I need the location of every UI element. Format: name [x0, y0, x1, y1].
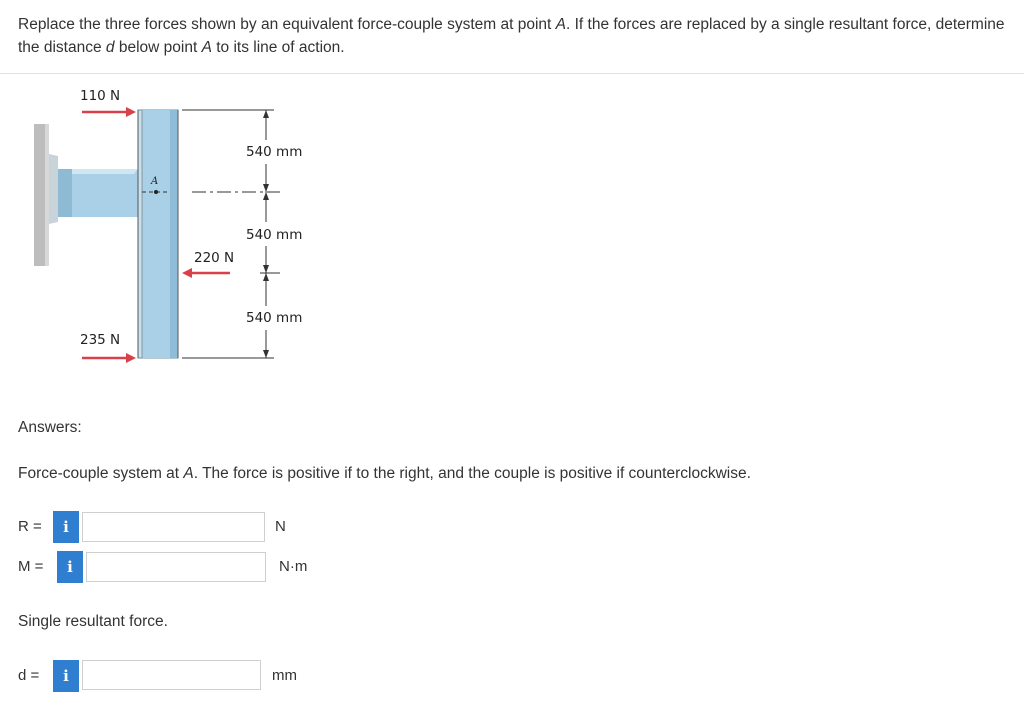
dim-arrow [263, 110, 269, 118]
dim-arrow [263, 273, 269, 281]
m-label: M = [18, 558, 44, 575]
point-a-ref: A [201, 39, 212, 56]
vertical-member-face [142, 110, 170, 358]
dimension-label-2: 540 mm [246, 227, 303, 243]
point-a-label: A [151, 176, 159, 187]
instruction-text: . The force is positive if to the right, and the couple is positive if counterclockwise. [193, 465, 751, 482]
m-unit: N·m [279, 558, 308, 575]
force-couple-instructions [18, 465, 751, 483]
dim-arrow [263, 184, 269, 192]
var-d-ref: d [105, 39, 115, 56]
d-label-text: d = [18, 667, 40, 684]
d-unit: mm [272, 667, 297, 684]
info-icon: i [63, 667, 69, 685]
single-resultant-heading: Single resultant force. [18, 613, 168, 630]
dim-arrow [263, 265, 269, 273]
problem-text: . If the forces are replaced by a single resultant force, determine the distance [18, 16, 1005, 56]
problem-statement [18, 13, 1008, 59]
r-unit: N [275, 518, 286, 535]
force-arrow-middle-head [182, 268, 192, 278]
force-label-top: 110 N [80, 88, 121, 104]
d-label [18, 667, 39, 684]
answers-heading: Answers: [18, 419, 82, 436]
m-info-button[interactable] [57, 551, 83, 583]
problem-text: Replace the three forces shown by an equivalent force-couple system at point [18, 16, 556, 33]
d-info-button[interactable] [53, 660, 79, 692]
point-a-ref: A [555, 16, 566, 33]
force-label-bottom: 235 N [80, 332, 121, 348]
divider [0, 73, 1024, 74]
r-label [18, 518, 42, 535]
bracket-plate [49, 154, 58, 224]
problem-text: to its line of action. [211, 39, 345, 56]
dim-arrow [263, 350, 269, 358]
force-arrow-bottom-head [126, 353, 136, 363]
m-input[interactable] [86, 552, 266, 582]
arm-shade [58, 169, 72, 217]
point-a-dot [154, 190, 158, 194]
instruction-text: Force-couple system at [18, 465, 184, 482]
force-arrow-top-head [126, 107, 136, 117]
force-label-middle: 220 N [194, 250, 235, 266]
dim-arrow [263, 192, 269, 200]
point-a-ref: A [183, 465, 194, 482]
r-input[interactable] [82, 512, 265, 542]
problem-figure [30, 82, 320, 382]
r-label-text: R = [18, 518, 42, 535]
vertical-member-edge [170, 110, 178, 358]
info-icon: i [63, 518, 69, 536]
info-icon: i [67, 558, 73, 576]
dimension-label-1: 540 mm [246, 144, 303, 160]
problem-text: below point [114, 39, 202, 56]
dimension-label-3: 540 mm [246, 310, 303, 326]
d-input[interactable] [82, 660, 261, 690]
wall-edge [45, 124, 49, 266]
r-info-button[interactable] [53, 511, 79, 543]
